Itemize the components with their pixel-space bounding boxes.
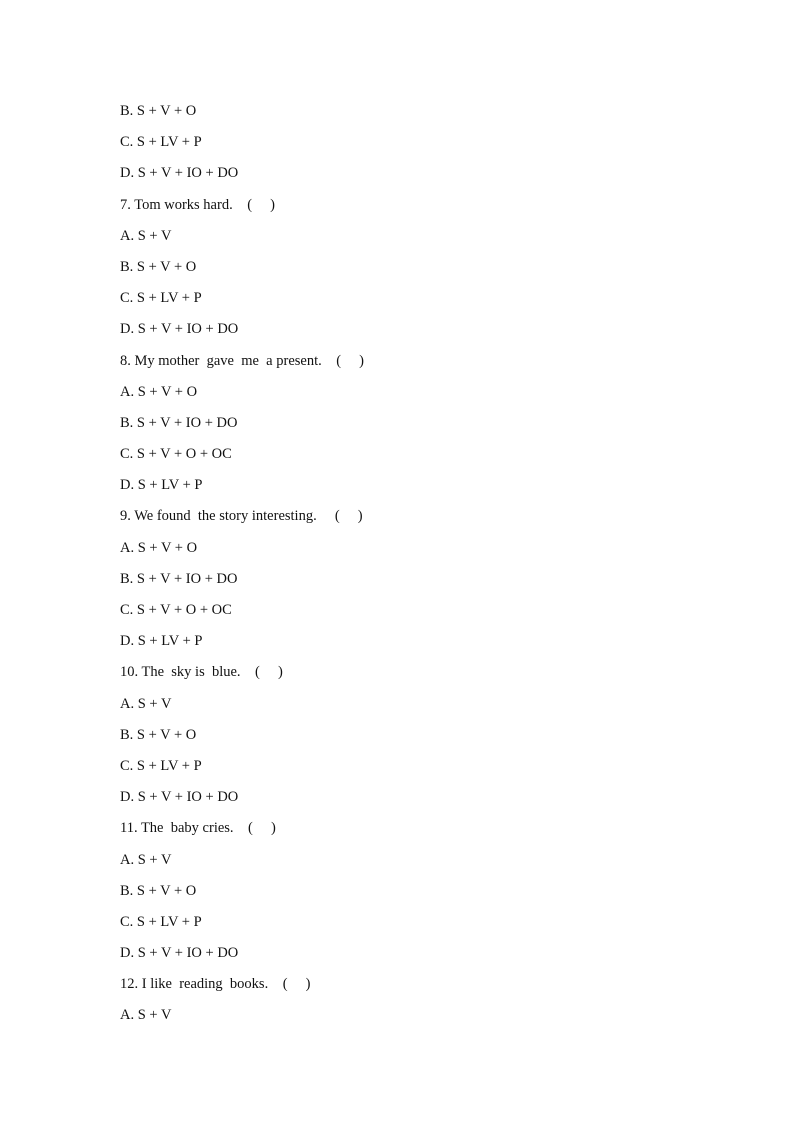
- option-text: C. S + V + O + OC: [120, 602, 232, 618]
- option-text: C. S + LV + P: [120, 913, 202, 930]
- question-text: 11. The baby cries. ( ): [120, 820, 276, 837]
- question-text: 7. Tom works hard. ( ): [120, 196, 275, 213]
- option-text: A. S + V + O: [120, 539, 198, 556]
- option-text: A. S + V: [120, 1007, 172, 1024]
- question-text: 9. We found the story interesting. ( ): [120, 508, 363, 525]
- option-text: D. S + V + IO + DO: [120, 789, 239, 806]
- option-text: A. S + V: [120, 695, 172, 712]
- question-text: 10. The sky is blue. ( ): [120, 664, 283, 681]
- option-text: D. S + V + IO + DO: [120, 945, 239, 962]
- option-text: C. S + LV + P: [120, 757, 202, 774]
- option-text: D. S + V + IO + DO: [120, 165, 239, 182]
- question-list: [120, 101, 680, 1037]
- question-text: 8. My mother gave me a present. ( ): [120, 352, 365, 369]
- question-text: 12. I like reading books. ( ): [120, 976, 311, 993]
- option-text: B. S + V + O: [120, 882, 197, 899]
- option-text: B. S + V + O: [120, 258, 197, 275]
- option-text: C. S + LV + P: [120, 290, 202, 307]
- option-text: C. S + V + O + OC: [120, 446, 232, 463]
- option-text: A. S + V + O: [120, 383, 198, 400]
- option-text: B. S + V + IO + DO: [120, 414, 238, 431]
- option-text: D. S + V + IO + DO: [120, 321, 239, 338]
- option-text: B. S + V + IO + DO: [120, 570, 238, 587]
- option-text: A. S + V: [120, 227, 172, 244]
- option-text: B. S + V + O: [120, 726, 197, 743]
- option-text: D. S + LV + P: [120, 477, 203, 494]
- option-text: D. S + LV + P: [120, 633, 203, 650]
- option-text: B. S + V + O: [120, 103, 197, 119]
- option-text: A. S + V: [120, 851, 172, 868]
- option-text: C. S + LV + P: [120, 134, 202, 151]
